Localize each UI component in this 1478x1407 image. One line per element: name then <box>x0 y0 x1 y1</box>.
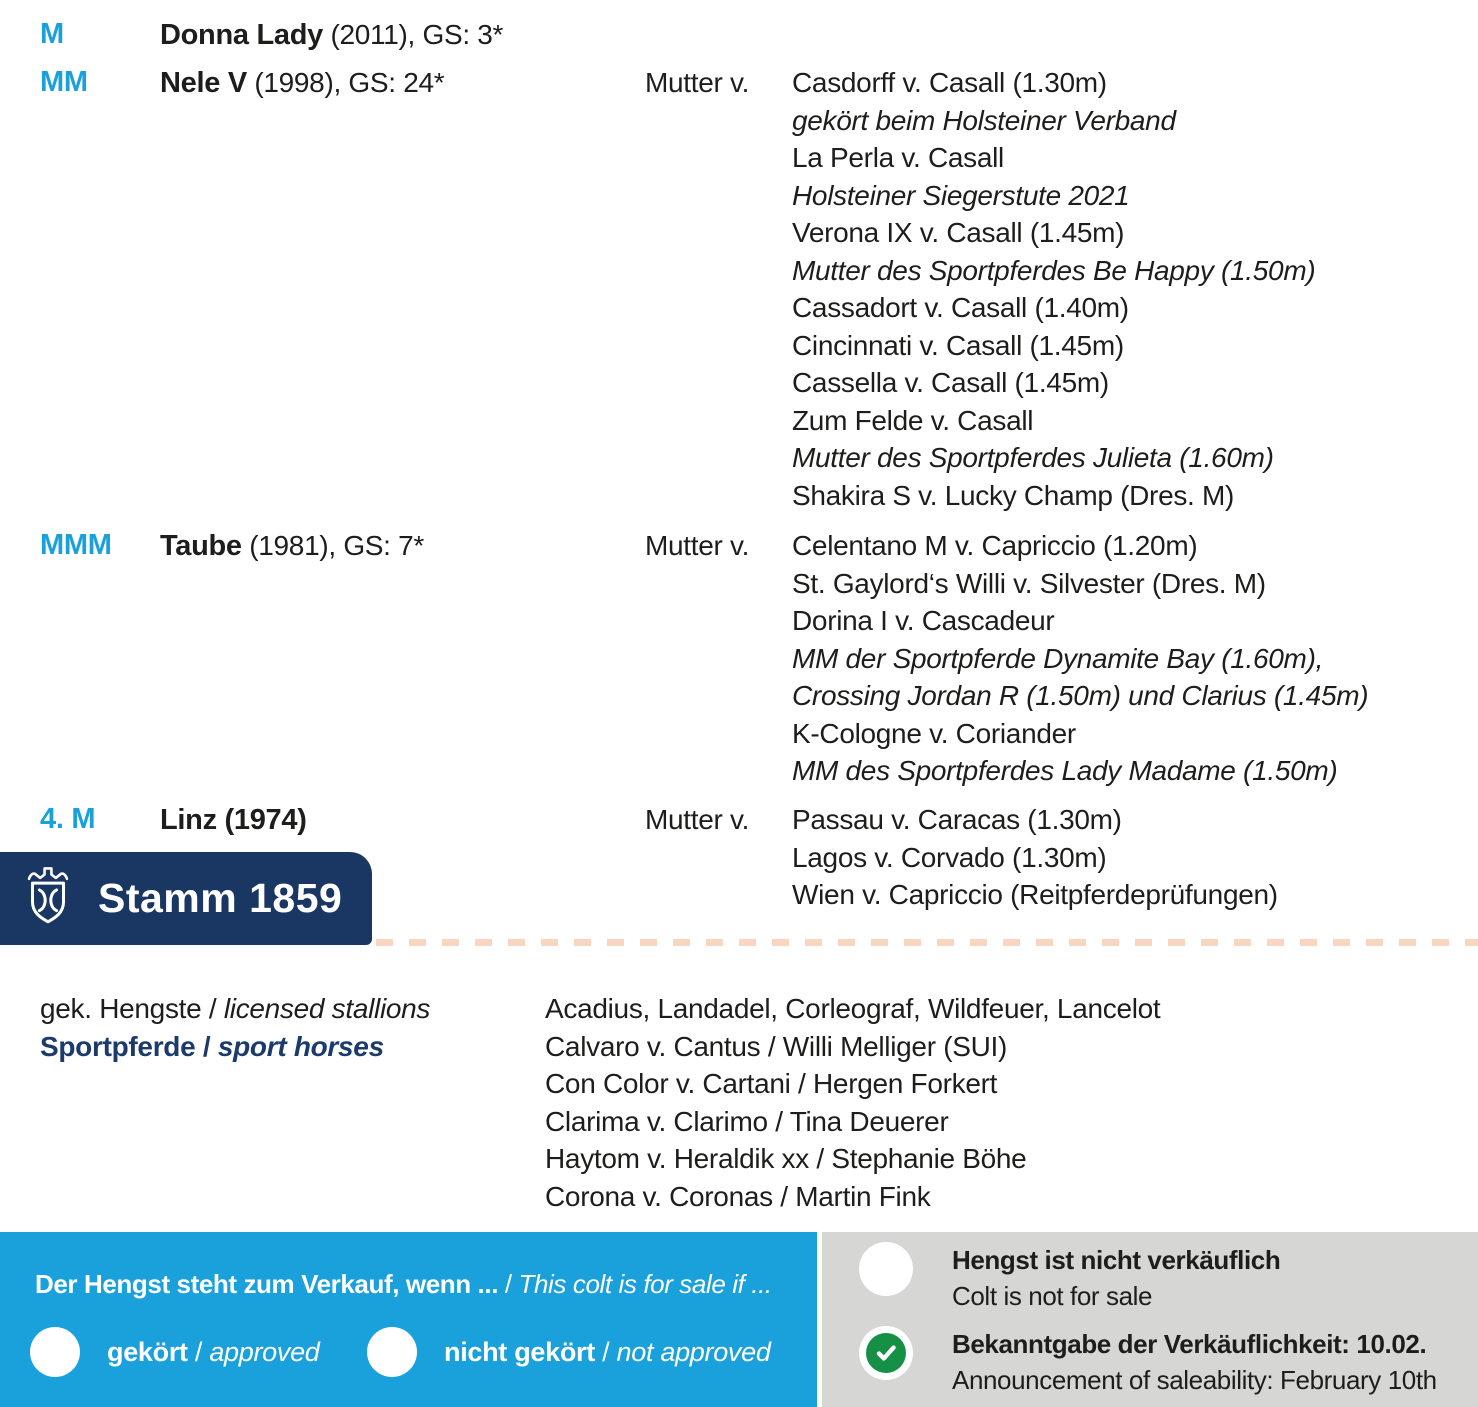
stallion-line: Clarima v. Clarimo / Tina Deuerer <box>545 1105 949 1137</box>
stallion-line: Haytom v. Heraldik xx / Stephanie Böhe <box>545 1143 1027 1174</box>
status-item <box>859 1242 1280 1314</box>
sale-option-label <box>444 1337 771 1368</box>
status-text <box>952 1242 1280 1314</box>
green-check-icon <box>866 1333 906 1373</box>
offspring-list <box>792 801 1278 914</box>
status-text <box>952 1326 1437 1398</box>
empty-circle-icon[interactable] <box>859 1242 913 1296</box>
offspring-line: Dorina I v. Cascadeur <box>792 605 1055 636</box>
sport-horses-label: Sportpferde / sport horses <box>40 1030 384 1062</box>
stamm-badge-label: Stamm 1859 <box>98 875 343 921</box>
horse-name-line <box>160 16 503 55</box>
holsteiner-shield-icon <box>22 865 74 932</box>
option-label-de: nicht gekört <box>444 1336 595 1367</box>
offspring-line: Zum Felde v. Casall <box>792 404 1034 436</box>
offspring-list <box>792 64 1315 514</box>
offspring-line: Cincinnati v. Casall (1.45m) <box>792 329 1124 361</box>
annotation-line: gekört beim Holsteiner Verband <box>792 104 1176 136</box>
status-text-en: Colt is not for sale <box>952 1281 1153 1311</box>
option-label-de: gekört <box>107 1336 188 1367</box>
offspring-line: Wien v. Capriccio (Reitpferdeprüfungen) <box>792 879 1278 910</box>
mutter-von-label: Mutter v. <box>645 530 750 561</box>
offspring-line: Celentano M v. Capriccio (1.20m) <box>792 530 1198 561</box>
offspring-line: Cassadort v. Casall (1.40m) <box>792 292 1129 323</box>
option-label-separator: / <box>187 1336 210 1367</box>
offspring-line: Verona IX v. Casall (1.45m) <box>792 217 1125 248</box>
horse-name: Nele V <box>160 67 247 99</box>
generation-label: M <box>40 18 64 50</box>
annotation-line: Holsteiner Siegerstute 2021 <box>792 179 1130 211</box>
sale-status-box <box>822 1232 1478 1407</box>
offspring-line: Cassella v. Casall (1.45m) <box>792 367 1109 398</box>
checked-circle-icon[interactable] <box>859 1326 913 1380</box>
option-label-en: not approved <box>616 1336 771 1367</box>
stallion-line: Con Color v. Cartani / Hergen Forkert <box>545 1068 998 1099</box>
annotation-line: MM des Sportpferdes Lady Madame (1.50m) <box>792 755 1338 786</box>
annotation-line: Mutter des Sportpferdes Julieta (1.60m) <box>792 442 1274 473</box>
status-text-en: Announcement of saleability: February 10th <box>952 1365 1437 1395</box>
stallion-list <box>545 990 1160 1215</box>
horse-name-line <box>160 527 424 566</box>
sale-option-approved <box>30 1327 320 1377</box>
stallion-line: Acadius, Landadel, Corleograf, Wildfeuer, Lancelot <box>545 993 1161 1024</box>
offspring-line: Shakira S v. Lucky Champ (Dres. M) <box>792 479 1235 511</box>
annotation-line: Mutter des Sportpferdes Be Happy (1.50m) <box>792 254 1316 286</box>
horse-name-suffix: (2011), GS: 3* <box>322 19 504 50</box>
stallion-line: Corona v. Coronas / Martin Fink <box>545 1180 931 1212</box>
horse-name-suffix: (1998), GS: 24* <box>246 67 445 98</box>
radio-circle[interactable] <box>367 1327 417 1377</box>
horse-name: Linz (1974) <box>160 804 307 836</box>
generation-label: MM <box>40 66 88 98</box>
status-text-de: Hengst ist nicht verkäuflich <box>952 1245 1281 1275</box>
radio-circle[interactable] <box>30 1327 80 1377</box>
horse-name-suffix: (1981), GS: 7* <box>241 530 425 561</box>
offspring-line: St. Gaylord‘s Willi v. Silvester (Dres. M) <box>792 567 1266 599</box>
horse-name: Taube <box>160 530 242 562</box>
offspring-line: La Perla v. Casall <box>792 142 1004 173</box>
option-label-separator: / <box>594 1336 617 1367</box>
sale-title: Der Hengst steht zum Verkauf, wenn ... / This colt is for sale if ... <box>35 1269 772 1299</box>
status-text-de: Bekanntgabe der Verkäuflichkeit: 10.02. <box>952 1329 1427 1359</box>
generation-label: 4. M <box>40 803 96 835</box>
status-item <box>859 1326 1437 1398</box>
horse-name: Donna Lady <box>160 19 323 51</box>
offspring-line: Lagos v. Corvado (1.30m) <box>792 841 1107 873</box>
sale-option-not-approved <box>367 1327 771 1377</box>
stallion-line: Calvaro v. Cantus / Willi Melliger (SUI) <box>545 1030 1008 1062</box>
offspring-line: K-Cologne v. Coriander <box>792 717 1076 749</box>
horse-name-line <box>160 64 444 103</box>
offspring-line: Casdorff v. Casall (1.30m) <box>792 67 1107 98</box>
offspring-line: Passau v. Caracas (1.30m) <box>792 804 1122 835</box>
annotation-line: Crossing Jordan R (1.50m) und Clarius (1.45m) <box>792 680 1369 711</box>
generation-label: MMM <box>40 529 112 561</box>
sale-option-label <box>107 1337 320 1368</box>
offspring-list <box>792 527 1368 790</box>
stamm-badge <box>0 852 372 945</box>
mutter-von-label: Mutter v. <box>645 67 750 98</box>
horse-name-line <box>160 801 307 840</box>
sale-conditions-box <box>0 1232 817 1407</box>
option-label-en: approved <box>209 1336 320 1367</box>
licensed-stallions-label: gek. Hengste / licensed stallions <box>40 993 431 1024</box>
mutter-von-label: Mutter v. <box>645 804 750 835</box>
annotation-line: MM der Sportpferde Dynamite Bay (1.60m), <box>792 642 1324 674</box>
dashed-divider <box>376 939 1478 946</box>
